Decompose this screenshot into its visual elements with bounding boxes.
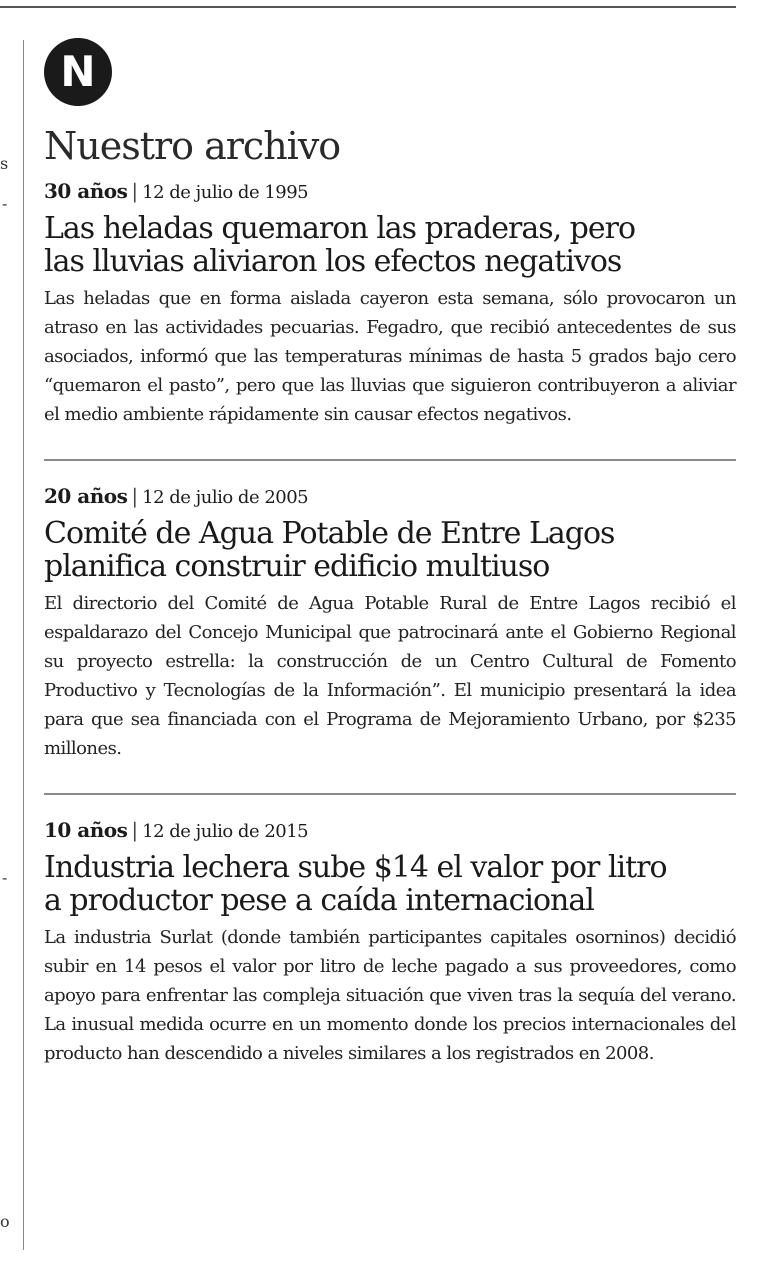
item-years: 10 años <box>44 818 128 842</box>
adjacent-column-fragment: - <box>2 868 8 887</box>
item-body: Las heladas que en forma aislada cayeron esta semana, sólo provocaron un atraso en las actividades pecuarias. Fegadro, que recibió antecedentes de sus asociados, informó que las temperaturas mínimas de hasta 5 grados bajo cero “quemaron el pasto”, pero que las lluvias que siguieron contribuyeron a aliviar el medio ambiente rápidamente sin causar efectos negativos. <box>44 288 736 425</box>
column-divider <box>23 40 24 1250</box>
adjacent-column-fragment: o <box>0 1212 10 1231</box>
item-years: 20 años <box>44 484 128 508</box>
archive-item <box>44 793 736 1090</box>
kicker-separator: | <box>131 818 139 842</box>
archive-item <box>44 178 736 451</box>
item-kicker <box>44 178 736 206</box>
item-headline: Las heladas quemaron las praderas, pero las lluvias aliviaron los efectos negativos <box>44 211 636 279</box>
item-date: 12 de julio de 2015 <box>142 821 309 842</box>
archive-column <box>44 38 736 1090</box>
kicker-separator: | <box>131 484 139 508</box>
item-body: El directorio del Comité de Agua Potable Rural de Entre Lagos recibió el espaldarazo del Concejo Municipal que patrocinará ante el Gobierno Regional su proyecto estrella: la construcción de un Centro Cultural de Fomento Productivo y Tecnologías de la Información”. El municipio presentará la idea para que sea financiada con el Programa de Mejoramiento Urbano, por $235 millones. <box>44 593 736 759</box>
section-logo-icon: N <box>44 38 112 106</box>
adjacent-column-fragment: s <box>0 154 9 173</box>
item-date: 12 de julio de 1995 <box>142 182 309 203</box>
item-headline: Industria lechera sube $14 el valor por litro a productor pese a caída internacional <box>44 850 667 918</box>
item-years: 30 años <box>44 179 128 203</box>
adjacent-column-fragment: - <box>2 194 8 213</box>
item-body: La industria Surlat (donde también participantes capitales osorninos) decidió subir en 14 pesos el valor por litro de leche pagado a sus proveedores, como apoyo para enfrentar las compleja situación que viven tras la sequía del verano. La inusual medida ocurre en un momento donde los precios internacionales del producto han descendido a niveles similares a los registrados en 2008. <box>44 927 736 1064</box>
item-kicker <box>44 483 736 511</box>
kicker-separator: | <box>131 179 139 203</box>
item-date: 12 de julio de 2005 <box>142 487 309 508</box>
section-title: Nuestro archivo <box>44 124 341 168</box>
top-rule <box>0 6 736 8</box>
archive-item <box>44 459 736 785</box>
item-kicker <box>44 817 736 845</box>
item-headline: Comité de Agua Potable de Entre Lagos planifica construir edificio multiuso <box>44 516 615 584</box>
